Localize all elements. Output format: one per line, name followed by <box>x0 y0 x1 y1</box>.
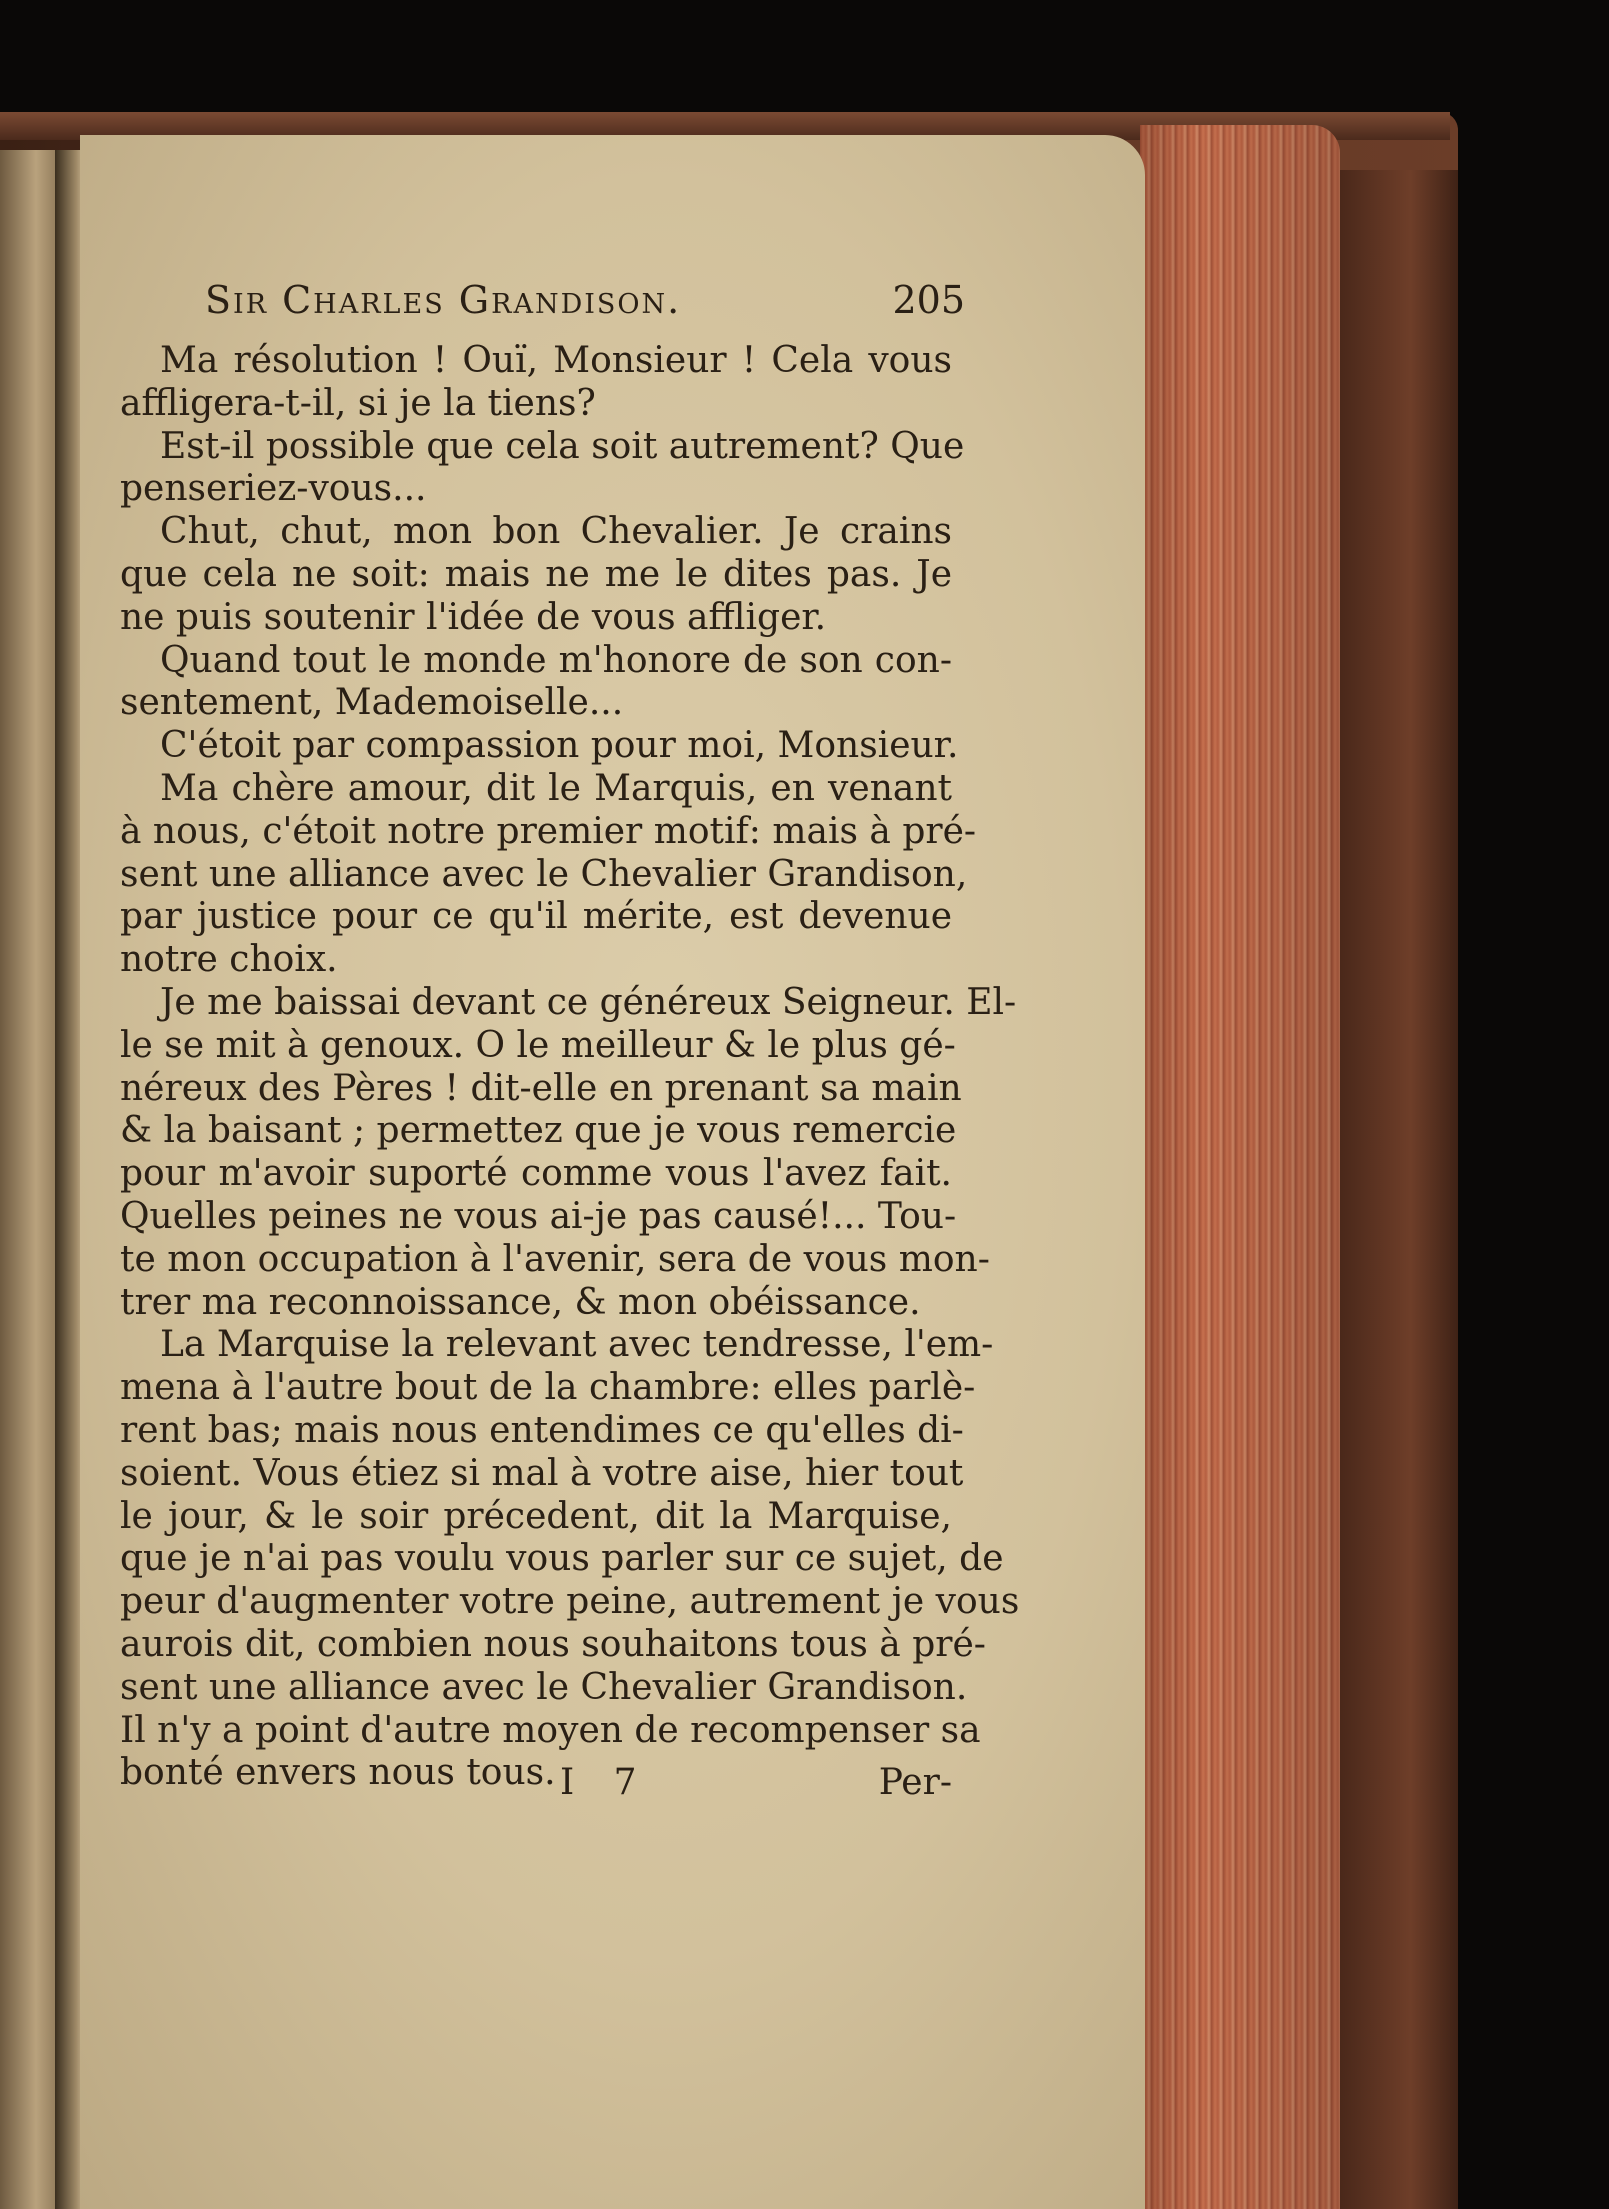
text-line: sent une alliance avec le Chevalier Grandison, <box>120 853 968 895</box>
text-line: le jour, & le soir précedent, dit la Marquise, <box>120 1495 952 1537</box>
text-line: pour m'avoir suporté comme vous l'avez fait. <box>120 1153 952 1195</box>
left-page-edge <box>0 150 60 2209</box>
text-line: notre choix. <box>120 939 338 981</box>
text-line: par justice pour ce qu'il mérite, est devenue <box>120 896 952 938</box>
text-line: rent bas; mais nous entendimes ce qu'elles di- <box>120 1409 964 1451</box>
text-line: néreux des Pères ! dit-elle en prenant sa main <box>120 1067 962 1109</box>
body-text <box>120 340 1020 1795</box>
text-line: sent une alliance avec le Chevalier Grandison. <box>120 1666 968 1708</box>
text-line: ne puis soutenir l'idée de vous affliger. <box>120 596 827 638</box>
text-line: aurois dit, combien nous souhaitons tous à pré- <box>120 1623 986 1665</box>
page-edges-shade <box>1140 125 1340 2209</box>
text-line: trer ma reconnoissance, & mon obéissance. <box>120 1281 921 1323</box>
catchword: Per- <box>878 1762 952 1803</box>
text-line: à nous, c'étoit notre premier motif: mais à pré- <box>120 810 977 852</box>
text-line: Quelles peines ne vous ai-je pas causé!... Tou- <box>120 1195 957 1237</box>
text-line: que cela ne soit: mais ne me le dites pas. Je <box>120 553 952 595</box>
text-line: le se mit à genoux. O le meilleur & le plus gé- <box>120 1024 956 1066</box>
text-line: Quand tout le monde m'honore de son con- <box>160 639 952 681</box>
running-title: Sir Charles Grandison. <box>205 278 682 322</box>
text-line: que je n'ai pas voulu vous parler sur ce sujet, de <box>120 1538 1004 1580</box>
text-line: soient. Vous étiez si mal à votre aise, hier tout <box>120 1452 964 1494</box>
text-line: sentement, Mademoiselle... <box>120 682 624 724</box>
back-cover <box>1340 170 1458 2209</box>
page-number: 205 <box>892 278 965 322</box>
text-line: bonté envers nous tous. <box>120 1752 556 1794</box>
text-line: affligera-t-il, si je la tiens? <box>120 382 596 424</box>
text-line: Est-il possible que cela soit autrement? Que <box>160 425 965 467</box>
page-footer <box>120 1762 952 1812</box>
signature-mark: I 7 <box>560 1762 651 1803</box>
text-line: peur d'augmenter votre peine, autrement je vous <box>120 1581 1020 1623</box>
text-line: te mon occupation à l'avenir, sera de vous mon- <box>120 1238 990 1280</box>
text-line: La Marquise la relevant avec tendresse, l'em- <box>160 1324 994 1366</box>
text-line: & la baisant ; permettez que je vous remercie <box>120 1110 957 1152</box>
running-head <box>205 278 965 328</box>
text-line: mena à l'autre bout de la chambre: elles parlè- <box>120 1367 976 1409</box>
text-line: penseriez-vous... <box>120 468 427 510</box>
text-line: Ma résolution ! Ouï, Monsieur ! Cela vous <box>160 340 952 381</box>
text-line: C'étoit par compassion pour moi, Monsieur. <box>160 725 959 767</box>
text-line: Chut, chut, mon bon Chevalier. Je crains <box>160 511 952 553</box>
text-line: Ma chère amour, dit le Marquis, en venant <box>160 767 952 809</box>
text-line: Je me baissai devant ce généreux Seigneur. El- <box>160 981 1017 1023</box>
text-line: Il n'y a point d'autre moyen de recompenser sa <box>120 1709 981 1751</box>
